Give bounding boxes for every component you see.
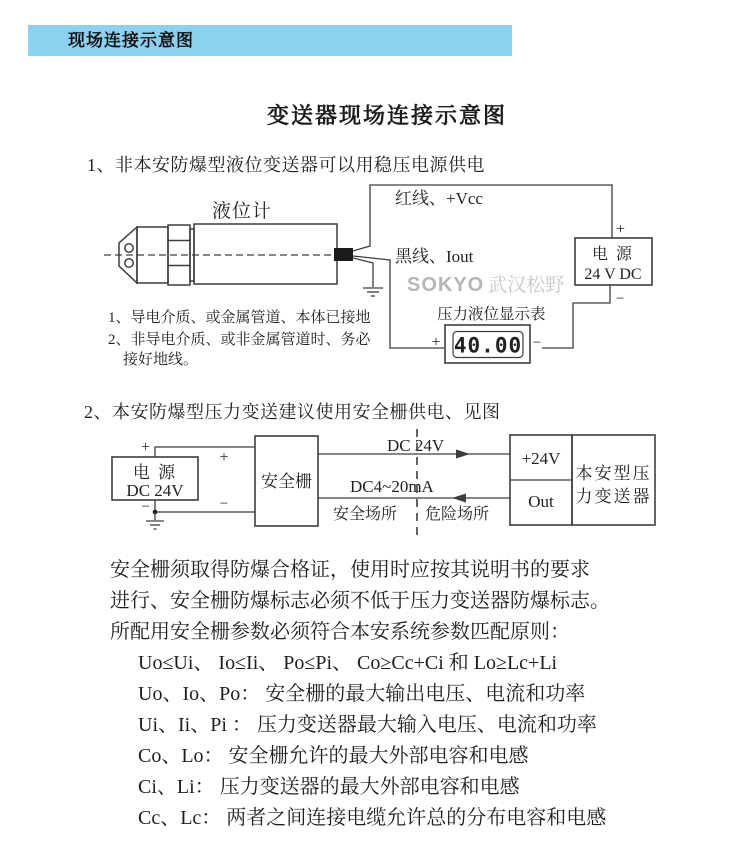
rule-line: Ui、Ii、Pi ： 压力变送器最大输入电压、电流和功率: [138, 714, 597, 736]
transmitter-label-line1: 本安型压: [575, 464, 652, 483]
black-wire-label: 黑线、Iout: [395, 247, 474, 266]
meter-minus-label: −: [532, 335, 542, 351]
minus-terminal-label: −: [616, 291, 625, 307]
power-supply-voltage: 24 V DC: [584, 266, 642, 283]
sensor-hole-bottom: [125, 259, 133, 267]
section1-heading: 1、非本安防爆型液位变送器可以用稳压电源供电: [87, 155, 485, 175]
power-supply2-name: 电 源: [132, 463, 178, 482]
dc24v-wire-label: DC 24V: [387, 436, 445, 455]
arrow-left-icon: [452, 494, 466, 503]
grounding-notes: [108, 308, 372, 368]
barrier-plus-label: +: [219, 449, 229, 466]
barrier-label: 安全栅: [261, 472, 312, 491]
rule-line: Co、Lo： 安全栅允许的最大外部电容和电感: [138, 745, 529, 767]
note-line-2: 2、非导电介质、或非金属管道时、务必: [108, 332, 371, 348]
sensor-hole-top: [125, 244, 133, 252]
level-sensor-drawing: [104, 224, 353, 285]
terminal-out: Out: [528, 492, 554, 511]
current-loop-label: DC4~20mA: [350, 477, 434, 496]
paragraph-line: 所配用安全栅参数必须符合本安系统参数匹配原则：: [110, 621, 570, 643]
meter-value: 40.00: [453, 333, 523, 358]
supply-plus-wire: [155, 447, 255, 457]
section2-heading: 2、本安防爆型压力变送建议使用安全栅供电、见图: [84, 402, 501, 422]
sensor-cable-connector: [334, 248, 353, 261]
hazard-area-label: 危险场所: [425, 506, 490, 523]
paragraph-line: 安全栅须取得防爆合格证，使用时应按其说明书的要求: [110, 559, 590, 581]
red-wire-label: 红线、+Vcc: [395, 189, 483, 208]
transmitter-label-line2: 力变送器: [575, 487, 652, 506]
note-line-3: 接好地线。: [123, 352, 199, 368]
ground-wire: [353, 258, 373, 287]
safe-area-label: 安全场所: [333, 506, 398, 523]
watermark-company-text: 武汉松野: [488, 275, 565, 296]
rule-line: Uo、Io、Po： 安全栅的最大输出电压、电流和功率: [138, 683, 586, 705]
header-tab: 现场连接示意图: [28, 25, 512, 56]
ground-symbol: [353, 258, 383, 296]
barrier-minus-label: −: [219, 496, 229, 512]
power-supply2-voltage: DC 24V: [126, 481, 184, 500]
supply-minus-label: −: [141, 499, 150, 515]
page-title: 变送器现场连接示意图: [266, 103, 507, 128]
diagram-level-transmitter: [95, 178, 665, 378]
paragraph-line: 进行、安全栅防爆标志必须不低于压力变送器防爆标志。: [110, 590, 610, 612]
note-line-1: 1、导电介质、或金属管道、本体已接地: [108, 310, 371, 326]
arrow-right-icon: [456, 450, 470, 459]
body-text-block: [110, 555, 710, 834]
rule-line: Cc、Lc： 两者之间连接电缆允许总的分布电容和电感: [138, 807, 607, 829]
terminal-plus24v: +24V: [521, 449, 561, 468]
watermark-logo-text: SOKYO: [407, 274, 485, 296]
supply-minus-wire: [155, 500, 255, 512]
plus-terminal-label: +: [616, 221, 626, 238]
rule-line: Ci、Li： 压力变送器的最大外部电容和电感: [138, 776, 520, 798]
sensor-label: 液位计: [211, 201, 273, 222]
meter-label: 压力液位显示表: [437, 306, 546, 323]
power-supply-name: 电 源: [591, 246, 635, 263]
watermark: [407, 274, 564, 296]
diagram-safety-barrier: [95, 425, 670, 550]
meter-plus-label: +: [431, 334, 441, 351]
sensor-body: [194, 224, 337, 284]
supply-plus-label: +: [140, 439, 150, 456]
rule-line: Uo≤Ui、 Io≤Ii、 Po≤Pi、 Co≥Cc+Ci 和 Lo≥Lc+Li: [138, 652, 558, 674]
